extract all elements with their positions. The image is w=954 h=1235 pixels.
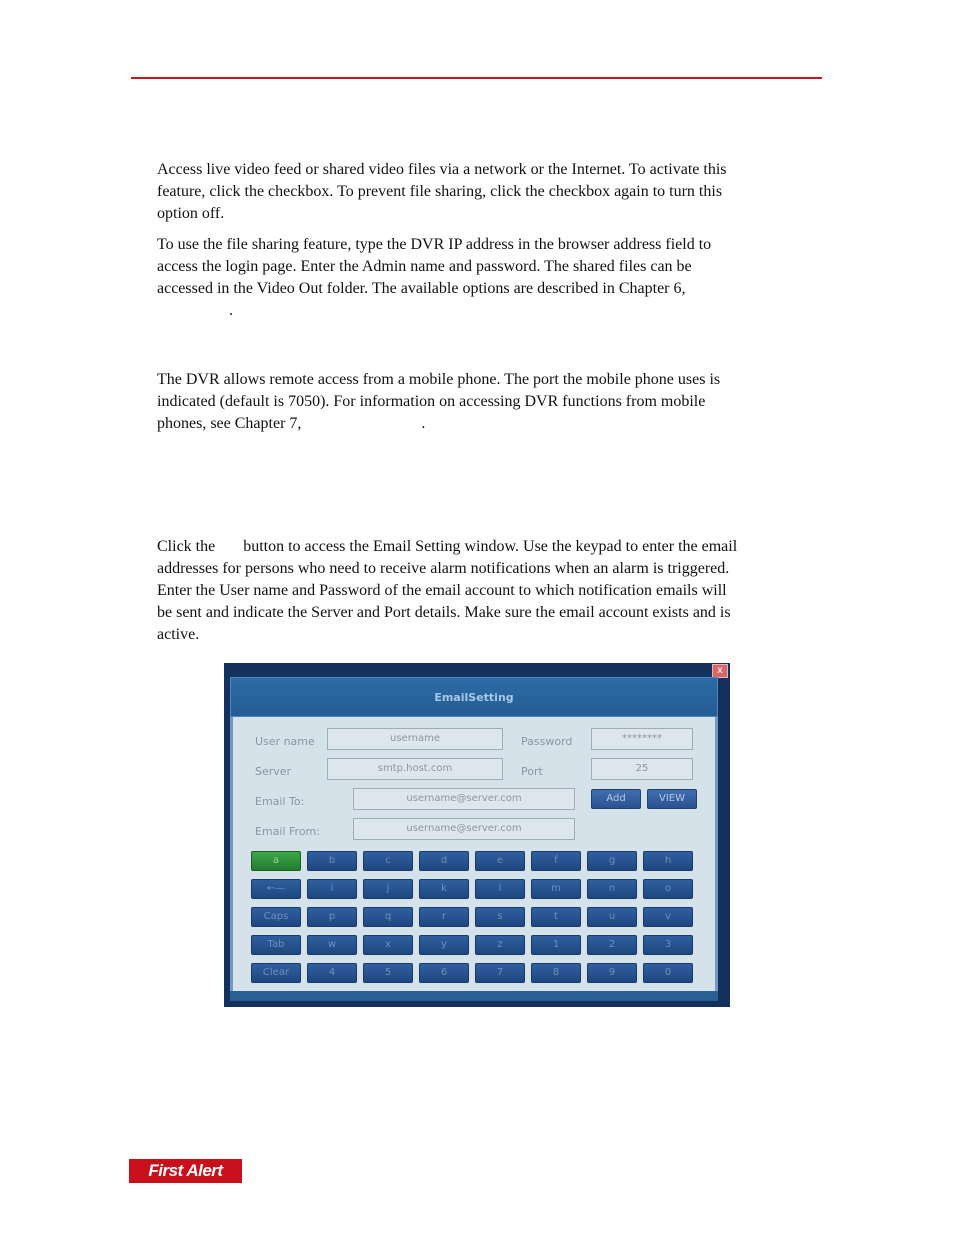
key-clear[interactable]: Clear: [251, 963, 301, 983]
text-line: addresses for persons who need to receive alarm notifications when an alarm is triggered.: [157, 560, 730, 577]
key-backspace[interactable]: ←—: [251, 879, 301, 899]
password-label: Password: [521, 735, 573, 748]
key-3[interactable]: 3: [643, 935, 693, 955]
add-button[interactable]: Add: [591, 789, 641, 809]
key-e[interactable]: e: [475, 851, 525, 871]
user-name-label: User name: [255, 735, 315, 748]
server-field[interactable]: smtp.host.com: [327, 758, 503, 780]
port-label: Port: [521, 765, 543, 778]
mobile-access-paragraph: [157, 369, 817, 435]
key-0[interactable]: 0: [643, 963, 693, 983]
key-c[interactable]: c: [363, 851, 413, 871]
key-8[interactable]: 8: [531, 963, 581, 983]
password-field[interactable]: ********: [591, 728, 693, 750]
close-icon[interactable]: x: [712, 664, 728, 678]
file-sharing-usage-paragraph: [157, 234, 817, 322]
key-caps[interactable]: Caps: [251, 907, 301, 927]
window-bottom-bar: [230, 991, 718, 1001]
text-line: Click the button to access the Email Setting window. Use the keypad to enter the email: [157, 538, 738, 555]
key-j[interactable]: j: [363, 879, 413, 899]
view-button[interactable]: VIEW: [647, 789, 697, 809]
key-m[interactable]: m: [531, 879, 581, 899]
key-b[interactable]: b: [307, 851, 357, 871]
key-l[interactable]: l: [475, 879, 525, 899]
email-to-label: Email To:: [255, 795, 305, 808]
first-alert-logo: First Alert: [129, 1159, 242, 1183]
text-line: active.: [157, 626, 200, 643]
key-9[interactable]: 9: [587, 963, 637, 983]
key-r[interactable]: r: [419, 907, 469, 927]
port-field[interactable]: 25: [591, 758, 693, 780]
email-from-label: Email From:: [255, 825, 320, 838]
text-line: phones, see Chapter 7, .: [157, 415, 426, 432]
text-line: feature, click the checkbox. To prevent file sharing, click the checkbox again to turn this: [157, 183, 723, 200]
email-to-field[interactable]: username@server.com: [353, 788, 575, 810]
key-p[interactable]: p: [307, 907, 357, 927]
file-sharing-paragraph: [157, 159, 817, 225]
key-g[interactable]: g: [587, 851, 637, 871]
key-2[interactable]: 2: [587, 935, 637, 955]
key-x[interactable]: x: [363, 935, 413, 955]
key-z[interactable]: z: [475, 935, 525, 955]
text-line: Access live video feed or shared video files via a network or the Internet. To activate this: [157, 161, 727, 178]
header-rule: [131, 77, 822, 79]
user-name-field[interactable]: username: [327, 728, 503, 750]
key-1[interactable]: 1: [531, 935, 581, 955]
key-tab[interactable]: Tab: [251, 935, 301, 955]
text-line: Enter the User name and Password of the email account to which notification emails will: [157, 582, 727, 599]
key-4[interactable]: 4: [307, 963, 357, 983]
text-line: accessed in the Video Out folder. The available options are described in Chapter 6,: [157, 280, 686, 297]
key-f[interactable]: f: [531, 851, 581, 871]
key-s[interactable]: s: [475, 907, 525, 927]
key-6[interactable]: 6: [419, 963, 469, 983]
key-n[interactable]: n: [587, 879, 637, 899]
text-line: To use the file sharing feature, type the DVR IP address in the browser address field to: [157, 236, 712, 253]
key-a[interactable]: a: [251, 851, 301, 871]
text-line: access the login page. Enter the Admin name and password. The shared files can be: [157, 258, 692, 275]
key-o[interactable]: o: [643, 879, 693, 899]
key-d[interactable]: d: [419, 851, 469, 871]
text-line: option off.: [157, 205, 225, 222]
key-h[interactable]: h: [643, 851, 693, 871]
text-line: The DVR allows remote access from a mobile phone. The port the mobile phone uses is: [157, 371, 721, 388]
email-setting-window: [224, 663, 730, 1007]
text-line: indicated (default is 7050). For information on accessing DVR functions from mobile: [157, 393, 706, 410]
keypad: [251, 851, 693, 983]
server-label: Server: [255, 765, 292, 778]
key-q[interactable]: q: [363, 907, 413, 927]
key-i[interactable]: i: [307, 879, 357, 899]
key-t[interactable]: t: [531, 907, 581, 927]
key-u[interactable]: u: [587, 907, 637, 927]
window-title: EmailSetting: [230, 677, 718, 717]
key-w[interactable]: w: [307, 935, 357, 955]
email-setting-paragraph: [157, 536, 817, 646]
text-line: be sent and indicate the Server and Port details. Make sure the email account exists and is: [157, 604, 731, 621]
key-7[interactable]: 7: [475, 963, 525, 983]
email-from-field[interactable]: username@server.com: [353, 818, 575, 840]
text-line: .: [157, 302, 233, 319]
key-5[interactable]: 5: [363, 963, 413, 983]
key-v[interactable]: v: [643, 907, 693, 927]
key-y[interactable]: y: [419, 935, 469, 955]
key-k[interactable]: k: [419, 879, 469, 899]
